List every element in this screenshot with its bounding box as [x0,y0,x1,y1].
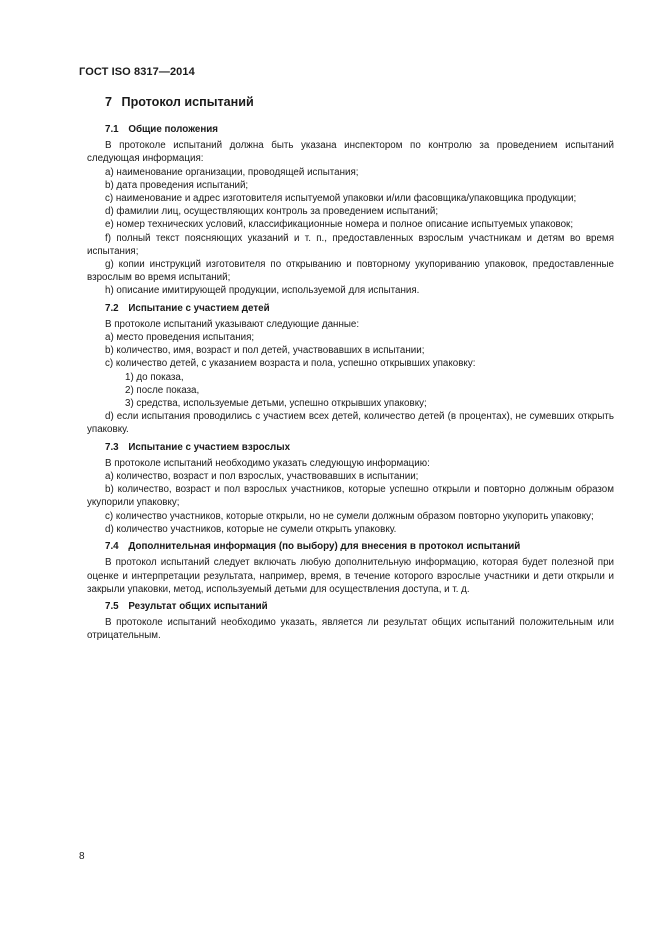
subsection-7-3-heading [105,441,614,454]
subsection-7-2-heading [105,302,614,315]
subsection-7-1-intro: В протоколе испытаний должна быть указана инспектором по контролю за проведением испытаний следующая информация: [87,140,614,165]
subsection-7-4-number: 7.4 [105,541,119,553]
subsection-7-5-heading [105,600,614,613]
page-number: 8 [79,851,85,862]
sub-list-item: 1) до показа, [125,371,184,383]
subsection-7-4-heading [105,540,614,553]
subsection-7-5-number: 7.5 [105,600,119,612]
subsection-7-3-intro: В протоколе испытаний необходимо указать следующую информацию: [105,457,430,469]
subsection-7-5-title: Результат общих испытаний [128,600,268,612]
subsection-7-2-title: Испытание с участием детей [128,302,270,314]
list-item: c) количество участников, которые открыли, но не сумели должным образом повторно укупорить упаковку; [105,510,594,522]
subsection-7-2-number: 7.2 [105,302,119,314]
sub-list-item: 3) средства, используемые детьми, успешно открывших упаковку; [125,398,427,410]
section-7-title: Протокол испытаний [121,95,254,109]
list-item: a) количество, возраст и пол взрослых, участвовавших в испытании; [105,471,419,483]
list-item: b) количество, имя, возраст и пол детей, участвовавших в испытании; [105,345,425,357]
subsection-7-1-heading [105,123,614,136]
list-item: h) описание имитирующей продукции, используемой для испытания. [105,285,420,297]
subsection-7-3-title: Испытание с участием взрослых [128,441,291,453]
list-item: f) полный текст поясняющих указаний и т. п., предоставленных взрослым участникам и детям во время испытания; [87,232,614,257]
list-item: a) наименование организации, проводящей испытания; [105,166,359,178]
subsection-7-2-intro: В протоколе испытаний указывают следующие данные: [105,318,360,330]
section-7-heading [105,94,614,110]
list-item: b) количество, возраст и пол взрослых участников, которые успешно открыли и повторно должным образом укупорили упаковку; [87,484,614,509]
section-7-number: 7 [105,95,113,109]
standard-code-header: ГОСТ ISO 8317—2014 [79,66,195,78]
subsection-7-4-title: Дополнительная информация (по выбору) для внесения в протокол испытаний [128,541,521,553]
list-item: c) количество детей, с указанием возраста и пола, успешно открывших упаковку: [105,358,476,370]
list-item: d) если испытания проводились с участием всех детей, количество детей (в процентах), не сумевших открыть упаковку. [87,411,614,436]
list-item: c) наименование и адрес изготовителя испытуемой упаковки и/или фасовщика/упаковщика продукции; [105,193,577,205]
subsection-7-5-text: В протоколе испытаний необходимо указать, является ли результат общих испытаний положительным или отрицательным. [87,617,614,642]
subsection-7-4-text: В протокол испытаний следует включать любую дополнительную информацию, которая будет полезной при оценке и интерпретации результата, например, время, в течение которого взрослые участники и дети открыли и закрыли упаковки, метод, используемый детьми для осуществления доступа, и т. д. [87,557,614,595]
list-item: g) копии инструкций изготовителя по открыванию и повторному укупориванию упаковок, предоставленные взрослым во время испытаний; [87,259,614,284]
list-item: e) номер технических условий, классификационные номера и полное описание испытуемых упаковок; [105,219,574,231]
list-item: d) количество участников, которые не сумели открыть упаковку. [105,523,397,535]
document-body [87,94,614,643]
subsection-7-1-title: Общие положения [128,124,219,135]
list-item: a) место проведения испытания; [105,332,255,344]
list-item: b) дата проведения испытаний; [105,179,249,191]
list-item: d) фамилии лиц, осуществляющих контроль за проведением испытаний; [105,206,439,218]
subsection-7-3-number: 7.3 [105,441,119,453]
sub-list-item: 2) после показа, [125,384,200,396]
subsection-7-1-number: 7.1 [105,124,119,135]
